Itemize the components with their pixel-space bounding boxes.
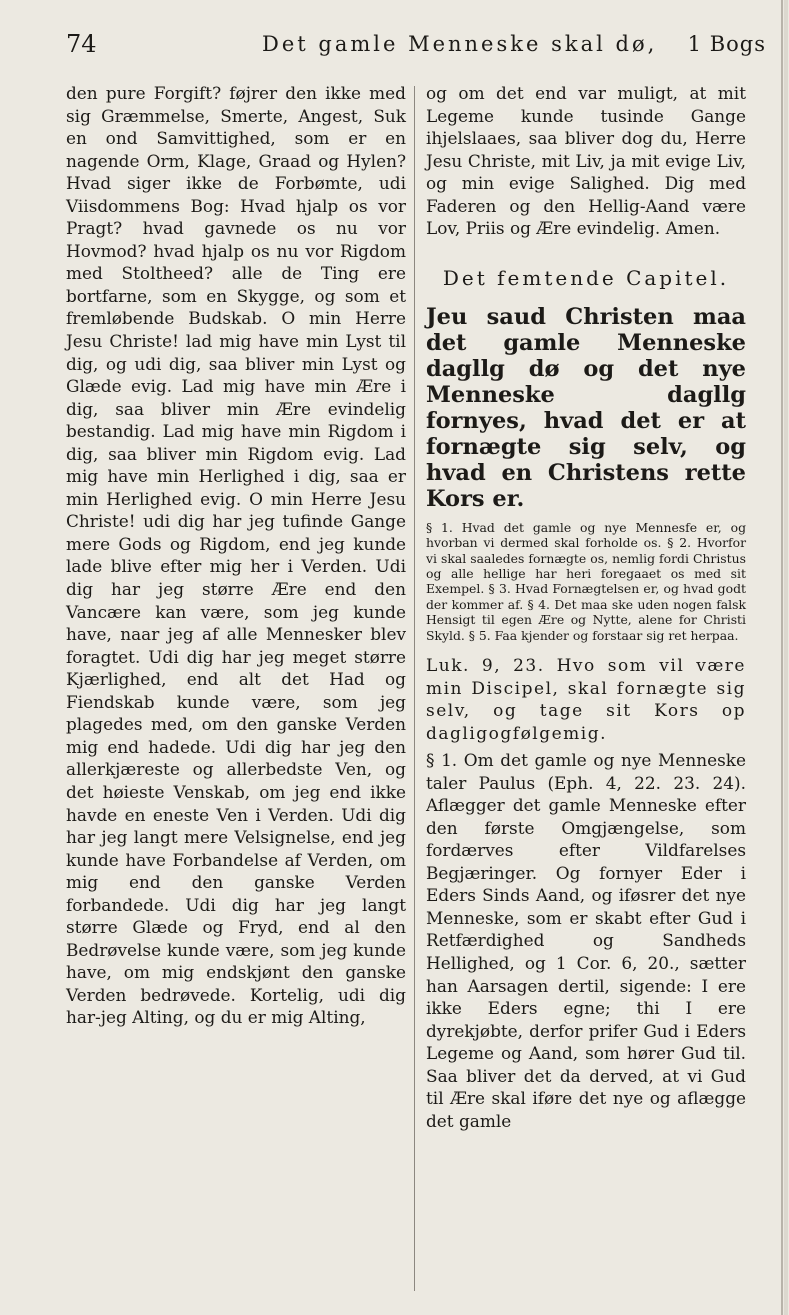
chapter-heading: Jeu saud Christen maa det gamle Menneske dagllg dø og det nye Menneske dagllg fornyes, hvad det er at fornægte sig selv, og hvad en Christens rette Kors er.: [426, 303, 746, 512]
left-column-text: den pure Forgift? føjrer den ikke med sig Græmmelse, Smerte, Angest, Suk en ond Samvittighed, som er en nagende Orm, Klage, Graad og Hylen? Hvad siger ikke de Forbømte, udi Viisdommens Bog: Hvad hjalp os vor Pragt? hvad gavnede os nu vor Hovmod? hvad hjalp os nu vor Rigdom med Stoltheed? alle de Ting ere bortfarne, som en Skygge, og som et fremløbende Budskab. O min Herre Jesu Christe! lad mig have min Lyst til dig, og udi dig, saa bliver min Lyst og Glæde evig. Lad mig have min Ære i dig, saa bliver min Ære evindelig bestandig. Lad mig have min Rigdom i dig, saa bliver min Rigdom evig. Lad mig have min Herlighed i dig, saa er min Herlighed evig. O min Herre Jesu Christe! udi dig har jeg tufinde Gange mere Gods og Rigdom, end jeg kunde lade blive efter mig her i Verden. Udi dig har jeg større Ære end den Vancære kan være, som jeg kunde have, naar jeg af alle Mennesker blev foragtet. Udi dig har jeg meget større Kjærlighed, end alt det Had og Fiendskab kunde være, som jeg plagedes med, om den ganske Verden mig end hadede. Udi dig har jeg den allerkjæreste og allerbedste Ven, og det høieste Venskab, om jeg end ikke havde en eneste Ven i Verden. Udi dig har jeg langt mere Velsignelse, end jeg kunde have Forbandelse af Verden, om mig end den ganske Verden forbandede. Udi dig har jeg langt større Glæde og Fryd, end al den Bedrøvelse kunde være, som jeg kunde have, om mig endskjønt den ganske Verden bedrøvede. Kortelig, udi dig har-jeg Alting, og du er mig Alting,: [66, 83, 406, 1028]
page-edge-shadow: [784, 0, 788, 1315]
left-column: [66, 82, 406, 1029]
section-1-text: § 1. Om det gamle og nye Menneske taler Paulus (Eph. 4, 22. 23. 24). Aflægger det gamle Menneske efter den første Omgjængelse, som fordærves efter Vildfarelses Begjæringer. Og fornyer Eder i Eders Sinds Aand, og iføsrer det nye Menneske, som er skabt efter Gud i Retfærdighed og Sandheds Hellighed, og 1 Cor. 6, 20., sætter han Aarsagen dertil, sigende: I ere ikke Eders egne; thi I ere dyrekjøbte, derfor prifer Gud i Eders Legeme og Aand, som hører Gud til. Saa bliver det da derved, at vi Gud til Ære skal iføre det nye og aflægge det gamle: [426, 750, 746, 1131]
chapter-summary: § 1. Hvad det gamle og nye Mennesfe er, og hvorban vi dermed skal forholde os. § 2. Hvorfor vi skal saaledes fornægte os, nemlig fordi Christus og alle hellige har heri foregaaet os med sit Exempel. § 3. Hvad Fornægtelsen er, og hvad godt der kommer af. § 4. Det maa ske uden nogen falsk Hensigt til egen Ære og Nytte, alene for Christi Skyld. § 5. Faa kjender og forstaar sig ret herpaa.: [426, 519, 746, 643]
running-title: Det gamle Menneske skal dø,: [262, 32, 658, 56]
page-edge-line: [781, 0, 783, 1315]
column-divider: [414, 86, 415, 1291]
book-signature: 1 Bogs: [687, 32, 766, 56]
chapter-title: Det femtende Capitel.: [442, 265, 730, 290]
page-number: 74: [66, 30, 97, 58]
scripture-motto: Luk. 9, 23. Hvo som vil være min Discipel, skal fornægte sig selv, og tage sit Kors op dagligogfølgemig.: [426, 656, 746, 744]
running-header: [66, 30, 766, 66]
right-column: [426, 82, 746, 1132]
prayer-ending-text: og om det end var muligt, at mit Legeme kunde tusinde Gange ihjelslaaes, saa bliver dog du, Herre Jesu Christe, mit Liv, ja mit evige Liv, og min evige Salighed. Dig med Faderen og den Hellig-Aand være Lov, Priis og Ære evindelig. Amen.: [426, 83, 746, 239]
